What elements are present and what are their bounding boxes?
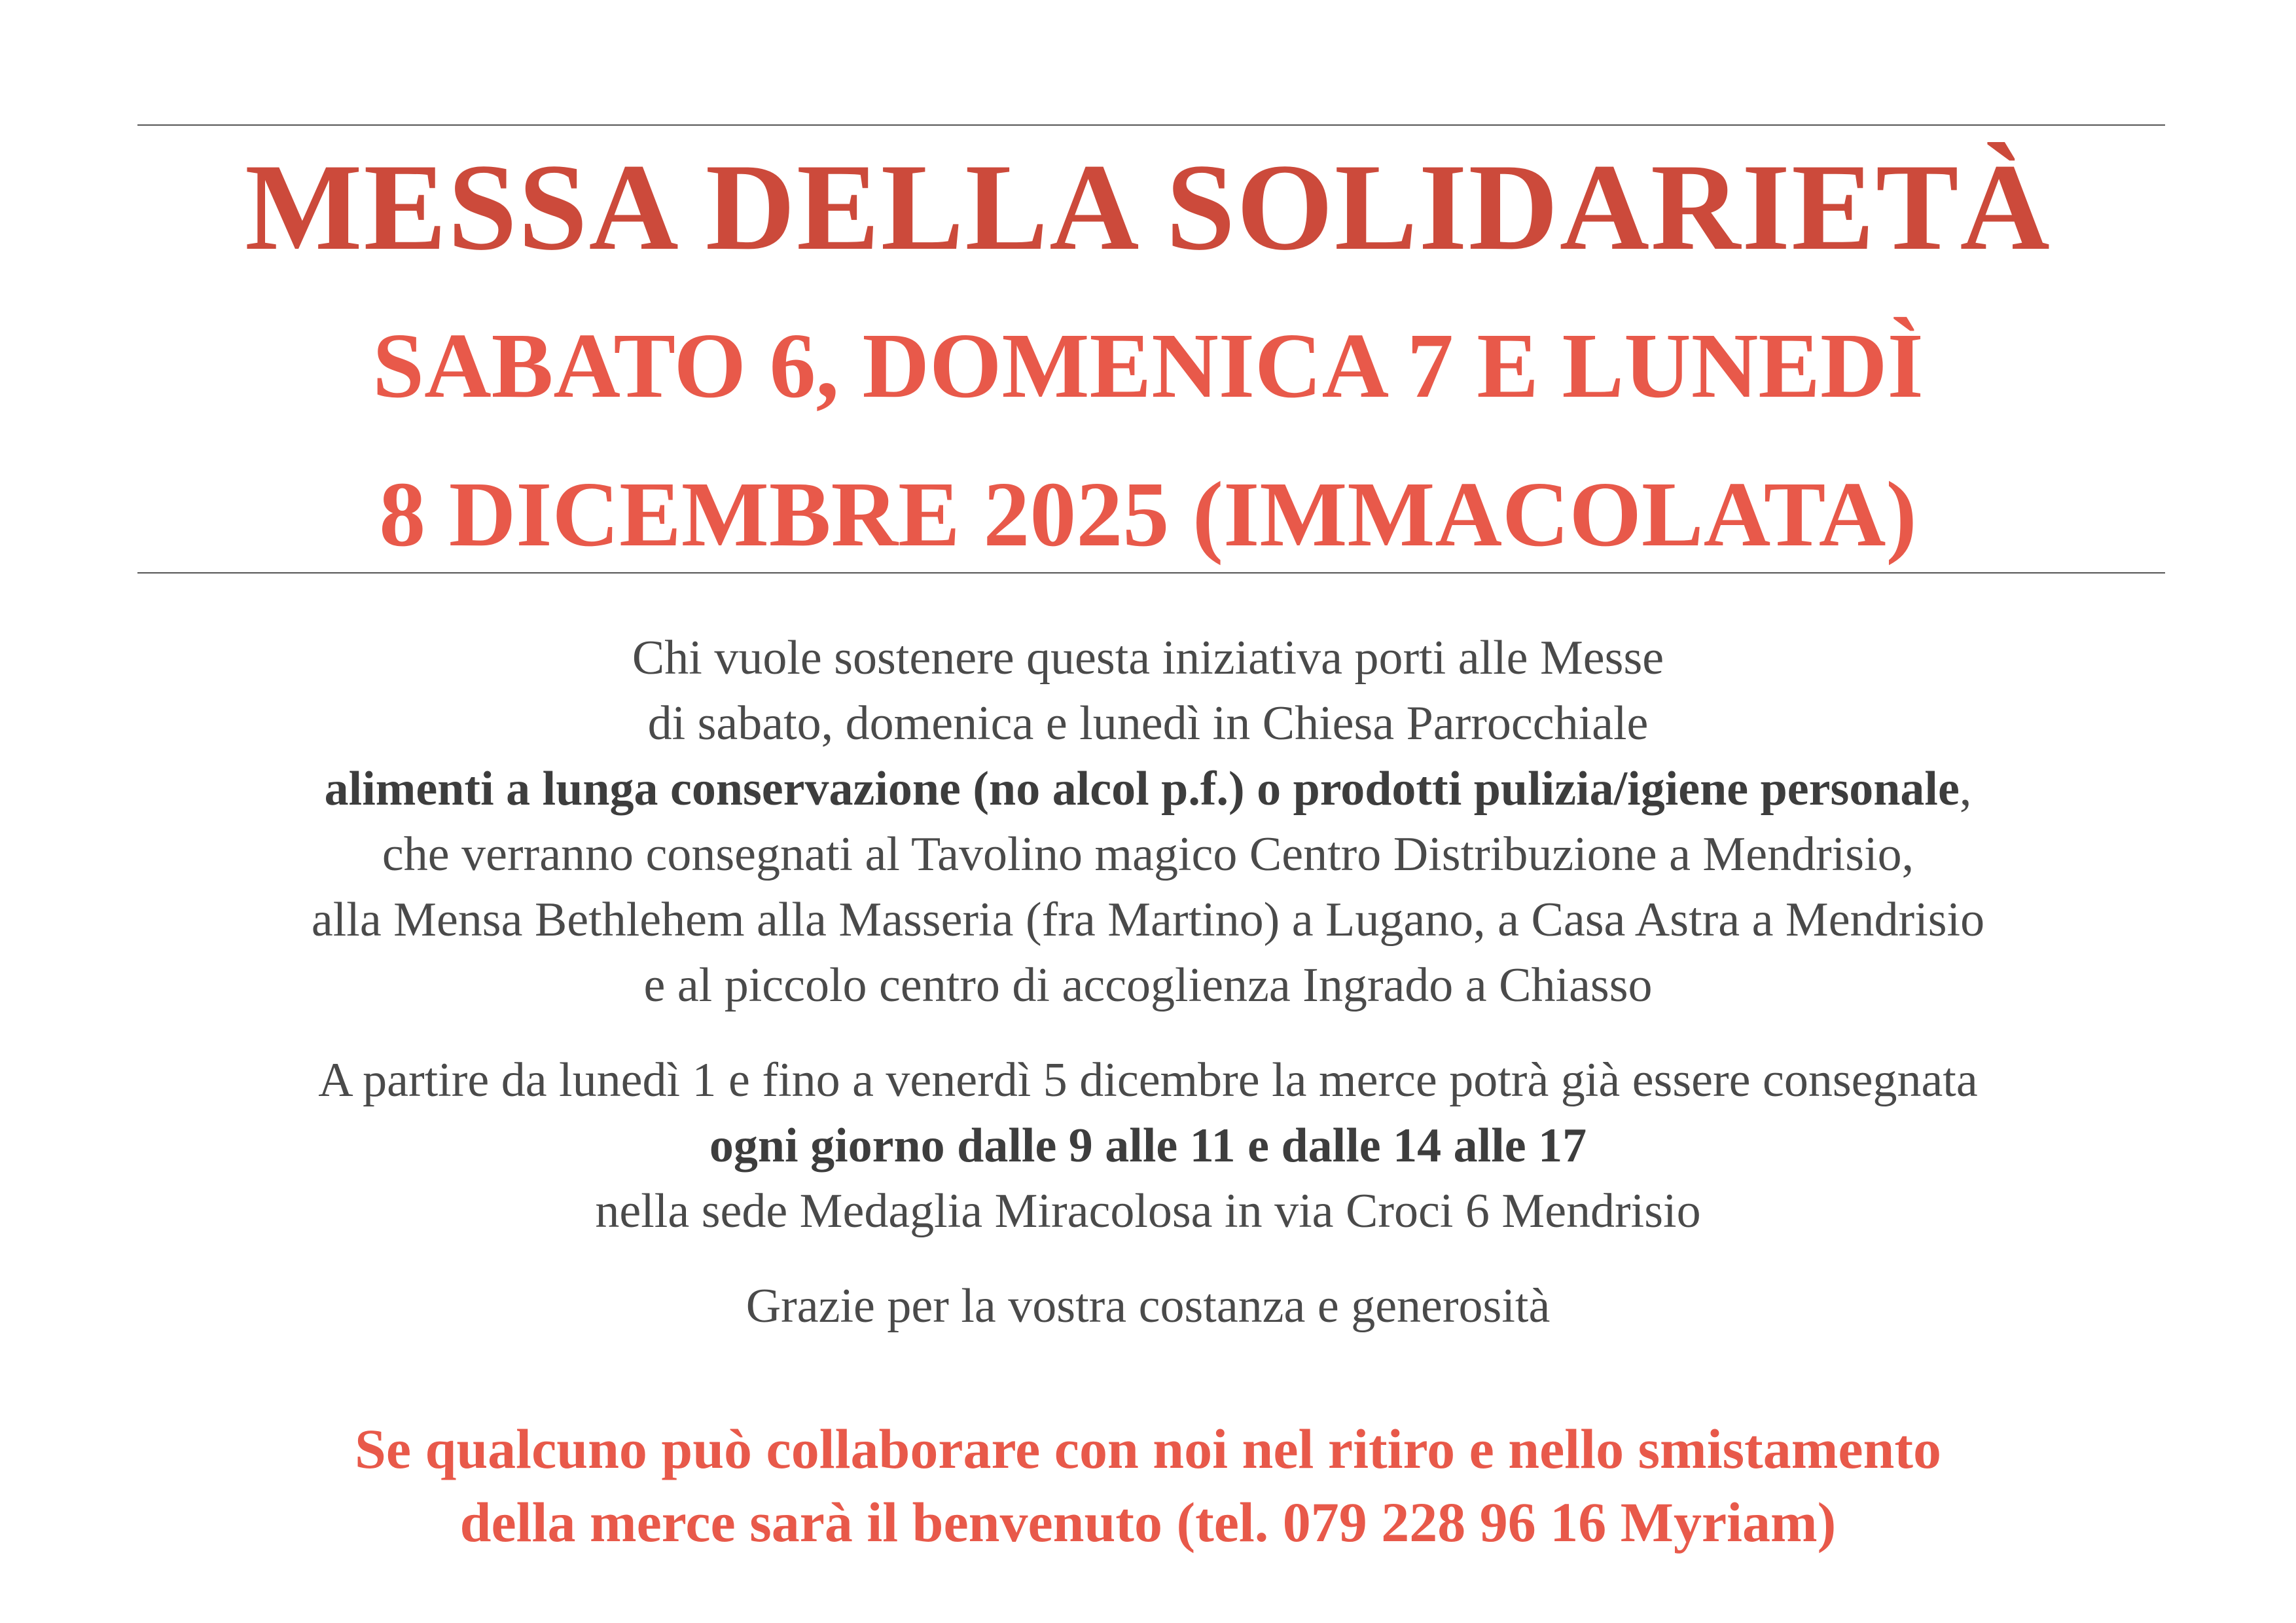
delivery-line: A partire da lunedì 1 e fino a venerdì 5 dicembre la merce potrà già essere consegnata [318,1053,1978,1107]
info-paragraph [0,625,2296,1018]
top-divider [137,124,2165,126]
items-tail: , [1959,762,1972,816]
info-line: alla Mensa Bethlehem alla Masseria (fra Martino) a Lugano, a Casa Astra a Mendrisio [311,893,1985,947]
info-line-items [0,756,2296,822]
info-line: e al piccolo centro di accoglienza Ingrado a Chiasso [643,958,1653,1012]
delivery-line: nella sede Medaglia Miracolosa in via Croci 6 Mendrisio [595,1184,1701,1238]
dates-line-2: 8 DICEMBRE 2025 (IMMACOLATA) [379,462,1917,566]
volunteer-appeal [0,1412,2296,1559]
info-line: di sabato, domenica e lunedì in Chiesa Parrocchiale [647,697,1649,750]
info-line: che verranno consegnati al Tavolino magico Centro Distribuzione a Mendrisio, [382,828,1914,881]
page-title: MESSA DELLA SOLIDARIETÀ [245,139,2051,276]
info-line: Chi vuole sostenere questa iniziativa porti alle Messe [632,631,1664,685]
thanks-paragraph [0,1273,2296,1339]
delivery-hours-bold: ogni giorno dalle 9 alle 11 e dalle 14 alle 17 [709,1119,1587,1173]
bottom-divider [137,572,2165,574]
appeal-line: della merce sarà il benvenuto (tel. 079 228 96 16 Myriam) [459,1491,1837,1554]
delivery-hours [0,1113,2296,1178]
appeal-line: Se qualcuno può collaborare con noi nel ritiro e nello smistamento [355,1417,1941,1480]
dates-line-1: SABATO 6, DOMENICA 7 E LUNEDÌ [372,314,1924,417]
items-bold-text: alimenti a lunga conservazione (no alcol p.f.) o prodotti pulizia/igiene personale [324,762,1960,816]
thanks-line: Grazie per la vostra costanza e generosità [745,1279,1551,1333]
delivery-paragraph [0,1048,2296,1244]
